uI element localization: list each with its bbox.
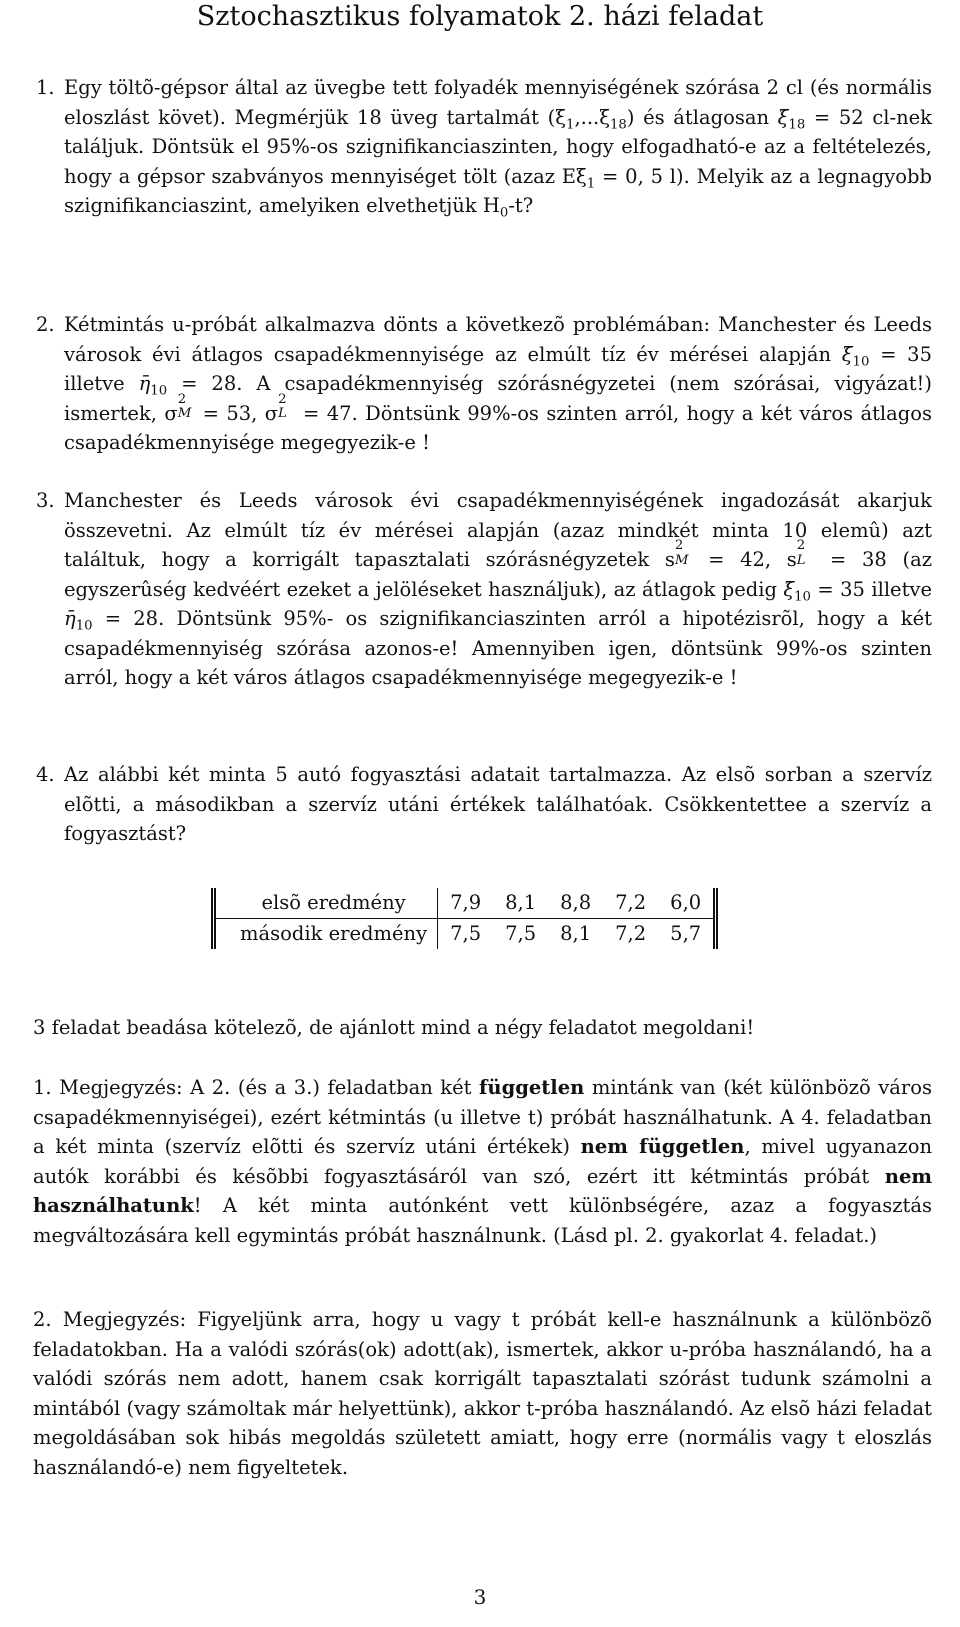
- note-1: [33, 1073, 932, 1250]
- problem-4: [36, 760, 932, 849]
- problem-number: 4.: [36, 763, 55, 786]
- problem-text: = 42, s: [692, 548, 797, 571]
- problem-text: Az alábbi két minta 5 autó fogyasztási adatait tartalmazza. Az elsõ sorban a szervíz elõtti, a másodikban a szervíz utáni értékek találhatóak. Csökkentettee a szervíz a fogyasztást?: [64, 763, 932, 845]
- problem-2: [36, 310, 933, 458]
- table-cell: 8,8: [548, 888, 603, 919]
- table-cell: 7,5: [450, 922, 482, 945]
- bold-text: nem független: [580, 1135, 745, 1158]
- problem-3: [36, 486, 932, 693]
- problem-1: [36, 73, 933, 221]
- table-cell: 8,1: [560, 922, 592, 945]
- note-text: ! A két minta autónként vett különbségére, azaz a fogyasztás megváltozására kell egymintás próbát használnunk. (Lásd pl. 2. gyakorlat 4. feladat.): [33, 1194, 932, 1247]
- problem-text: = 53, σ: [195, 401, 279, 425]
- subscript: 0: [499, 205, 509, 221]
- problem-text: -t?: [508, 194, 534, 217]
- row-label: elsõ eredmény: [214, 888, 438, 919]
- subscript: 1: [566, 117, 575, 133]
- problem-text: Kétmintás u-próbát alkalmazva dönts a következõ problémában: Manchester és Leeds városok évi átlagos csapadékmennyisége az elmúlt tíz év mérései alapján: [64, 313, 932, 366]
- problem-text: Egy töltõ-gépsor által az üvegbe tett folyadék mennyiségének szórása 2 cl (és normális eloszlást követ). Megmérjük 18 üveg tartalmát (ξ: [64, 76, 932, 129]
- table-row: [214, 919, 716, 950]
- bold-text: nem használhatunk: [33, 1164, 932, 1217]
- problem-number: 1.: [36, 76, 55, 99]
- problem-number: 2.: [36, 313, 55, 336]
- fuel-table-wrapper: [211, 888, 718, 949]
- problem-number: 3.: [36, 489, 55, 512]
- problem-text: = 38 (az egyszerûség kedvéért ezeket a jelöléseket használjuk), az átlagok pedig: [64, 548, 932, 601]
- xi-bar-symbol: ξ̄: [841, 342, 853, 366]
- table-cell: 8,1: [493, 888, 548, 919]
- subscript: 1: [586, 176, 596, 192]
- note-text: mintánk van (két különbözõ város csapadékmennyiségei), ezért kétmintás (u illetve t) próbát használhatunk. A 4. feladatban a két minta (szervíz elõtti és szervíz utáni értékek): [33, 1076, 932, 1158]
- eta-bar-symbol: η̄: [138, 372, 151, 395]
- problem-text: = 28. Döntsünk 95%- os szignifikanciaszinten arról a hipotézisrõl, hogy a két csapadékmennyiség szórása azonos-e! Amennyiben igen, döntsünk 99%-os szinten arról, hogy a két város átlagos csapadékmennyisége megegyezik-e !: [64, 607, 932, 689]
- sup-sub: 2 L: [796, 538, 806, 568]
- subscript: 10: [150, 383, 168, 399]
- sup-sub: 2 M: [177, 391, 192, 422]
- mandatory-note: 3 feladat beadása kötelezõ, de ajánlott mind a négy feladatot megoldani!: [33, 1016, 755, 1039]
- xi-bar-symbol: ξ̄: [777, 105, 789, 129]
- table-cell: 6,0: [658, 888, 716, 919]
- problem-text: = 52 cl-nek találjuk. Döntsük el 95%-os szignifikanciaszinten, hogy elfogadható-e az a feltételezés, hogy a gépsor szabványos mennyiséget tölt (azaz Eξ: [64, 105, 932, 188]
- note-2: 2. Megjegyzés: Figyeljünk arra, hogy u vagy t próbát kell-e használnunk a különbözõ feladatokban. Ha a valódi szórás(ok) adott(ak), ismertek, akkor u-próba használandó, ha a valódi szórás nem adott, hanem csak korrigált tapasztalati szórást tudunk számolni a mintából (vagy számoltak már helyettünk), akkor t-próba használandó. Az elsõ házi feladat megoldásában sok hibás megoldás született amiatt, hogy erre (normális vagy t eloszlás használandó-e) nem figyeltetek.: [33, 1308, 932, 1479]
- subscript: 10: [794, 589, 811, 605]
- note-text: , mivel ugyanazon autók korábbi és késõbbi fogyasztásáról van szó, ezért itt kétmintás próbát: [33, 1135, 933, 1188]
- problem-text: Manchester és Leeds városok évi csapadékmennyiségének ingadozását akarjuk összevetni. Az elmúlt tíz év mérései alapján (azaz mindkét minta 10 elemû) azt találtuk, hogy a korrigált tapasztalati szórásnégyzetek s: [64, 489, 932, 571]
- fuel-table: [211, 888, 718, 949]
- problem-text: ) és átlagosan: [626, 105, 778, 129]
- problem-text: = 28. A csapadékmennyiség szórásnégyzetei (nem szórásai, vigyázat!) ismertek, σ: [64, 372, 932, 425]
- note-text: 1. Megjegyzés: A 2. (és a 3.) feladatban két: [33, 1076, 480, 1099]
- eta-bar-symbol: η̄: [64, 607, 76, 630]
- problem-text: = 35 illetve: [810, 577, 932, 601]
- table-row: [214, 888, 716, 919]
- table-cell: 7,2: [615, 922, 647, 945]
- xi-bar-symbol: ξ̄: [783, 577, 795, 601]
- page-number: 3: [473, 1585, 487, 1609]
- subscript: 10: [75, 618, 93, 634]
- sup-sub: 2 M: [674, 538, 689, 568]
- table-cell: 7,9: [438, 888, 494, 919]
- table-cell: 7,5: [505, 922, 537, 945]
- subscript: 18: [609, 117, 627, 133]
- subscript: 18: [788, 117, 806, 133]
- problem-text: = 47. Döntsünk 99%-os szinten arról, hogy a két város átlagos csapadékmennyisége megegyezik-e !: [64, 401, 933, 454]
- table-cell: 7,2: [603, 888, 658, 919]
- row-label: második eredmény: [214, 919, 438, 950]
- subscript: 10: [852, 354, 870, 370]
- problem-text: ,...ξ: [574, 105, 610, 129]
- table-cell: 5,7: [670, 922, 702, 945]
- bold-text: független: [479, 1076, 585, 1099]
- problem-text: = 0, 5 l). Melyik az a legnagyobb szignifikanciaszint, amelyiken elvethetjük H: [64, 164, 933, 217]
- page-title: Sztochasztikus folyamatok 2. házi feladat: [196, 1, 764, 32]
- problem-text: = 35 illetve: [64, 342, 932, 395]
- sup-sub: 2 L: [278, 391, 287, 422]
